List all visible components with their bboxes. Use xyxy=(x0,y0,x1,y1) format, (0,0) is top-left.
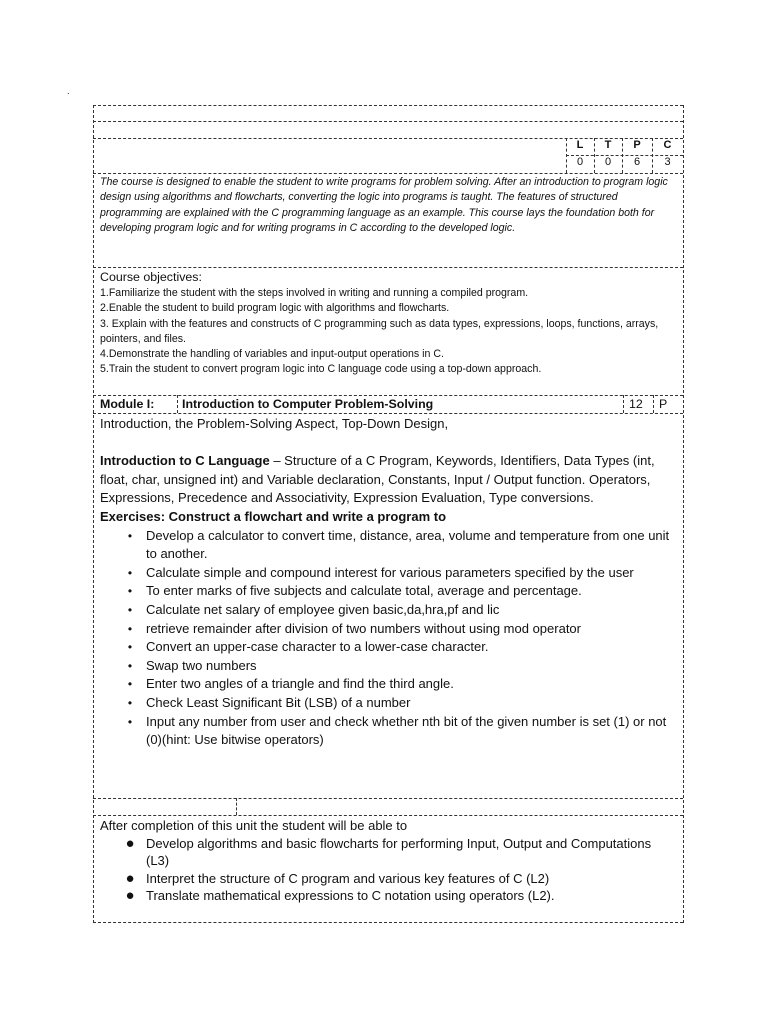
bullet-icon: • xyxy=(127,695,133,710)
row-divider xyxy=(93,798,683,799)
module-intro: Introduction, the Problem-Solving Aspect, Top-Down Design, xyxy=(100,416,449,431)
ltpc-header-c: C xyxy=(663,139,672,151)
list-item: • Enter two angles of a triangle and find the third angle. xyxy=(100,675,676,694)
objective-item: 4.Demonstrate the handling of variables and input-output operations in C. xyxy=(100,348,444,361)
row-divider xyxy=(93,173,683,174)
c-language-text: – Structure of a C Program, Keywords, Identifiers, Data Types (int, float, char, unsigned int) and Variable declaration, Constants, Input / Output function. Operators, Expressions, Precedence and Associativity, Expression Evaluation, Type conversions. xyxy=(100,453,655,506)
bullet-icon: • xyxy=(127,528,133,543)
bullet-icon: • xyxy=(127,565,133,580)
list-item: • Develop a calculator to convert time, distance, area, volume and temperature from one unit to another. xyxy=(100,527,676,564)
bullet-icon: • xyxy=(127,584,133,599)
row-divider xyxy=(93,395,683,396)
list-item: • Calculate simple and compound interest for various parameters specified by the user xyxy=(100,564,676,583)
row-divider xyxy=(93,815,683,816)
outcome-list xyxy=(100,835,676,905)
exercises-heading: Exercises: Construct a flowchart and write a program to xyxy=(100,508,447,524)
ltpc-header-l: L xyxy=(576,139,584,151)
list-item: ● Interpret the structure of C program and various key features of C (L2) xyxy=(100,870,676,888)
module-col-divider xyxy=(623,395,624,413)
ltpc-header-t: T xyxy=(604,139,612,151)
list-item: • To enter marks of five subjects and calculate total, average and percentage. xyxy=(100,582,676,601)
row-divider xyxy=(93,121,683,122)
ltpc-value-t: 0 xyxy=(604,156,612,168)
ltpc-table xyxy=(566,138,683,173)
ltpc-value-l: 0 xyxy=(576,156,584,168)
course-objectives xyxy=(100,269,678,378)
list-item: • Swap two numbers xyxy=(100,657,676,676)
module-content xyxy=(100,415,676,750)
bullet-icon: ● xyxy=(125,887,135,905)
module-title: Introduction to Computer Problem-Solving xyxy=(182,397,434,411)
frame-top-border xyxy=(93,105,683,106)
bullet-icon: • xyxy=(127,621,133,636)
row-divider xyxy=(93,267,683,268)
outcomes-section xyxy=(100,817,676,905)
objective-item: 3. Explain with the features and constructs of C programming such as data types, expressions, loops, functions, arrays, pointers, and files. xyxy=(100,317,659,345)
list-item: • Check Least Significant Bit (LSB) of a number xyxy=(100,694,676,713)
bullet-icon: • xyxy=(127,714,133,729)
outcomes-heading: After completion of this unit the student will be able to xyxy=(100,818,408,833)
stray-mark: . xyxy=(67,86,70,96)
list-item: ● Develop algorithms and basic flowcharts for performing Input, Output and Computations (L3) xyxy=(100,835,676,870)
row-divider xyxy=(93,413,683,414)
bullet-icon: • xyxy=(127,677,133,692)
ltpc-value-p: 6 xyxy=(633,156,641,168)
bullet-icon: • xyxy=(127,602,133,617)
bullet-icon: • xyxy=(127,658,133,673)
bullet-icon: ● xyxy=(125,869,135,887)
module-col-divider xyxy=(653,395,654,413)
list-item: ● Translate mathematical expressions to C notation using operators (L2). xyxy=(100,887,676,905)
objectives-heading: Course objectives: xyxy=(100,270,202,284)
list-item: • Calculate net salary of employee given basic,da,hra,pf and lic xyxy=(100,601,676,620)
ltpc-value-c: 3 xyxy=(664,156,671,168)
module-hours: 12 xyxy=(629,397,643,411)
ltpc-header-p: P xyxy=(633,139,641,151)
module-type: P xyxy=(659,397,668,411)
cell-divider xyxy=(236,798,237,815)
frame-bottom-border xyxy=(93,922,683,923)
objective-item: 2.Enable the student to build program logic with algorithms and flowcharts. xyxy=(100,302,450,315)
module-label: Module I: xyxy=(100,397,155,411)
exercise-list xyxy=(100,527,676,750)
bullet-icon: • xyxy=(127,640,133,655)
c-language-title: Introduction to C Language xyxy=(100,453,270,469)
c-language-paragraph xyxy=(100,452,676,508)
spacer xyxy=(100,434,676,453)
bullet-icon: ● xyxy=(125,834,135,852)
frame-right-border xyxy=(683,105,684,923)
frame-left-border xyxy=(93,105,94,923)
objective-item: 1.Familiarize the student with the steps involved in writing and running a compiled program. xyxy=(100,287,529,299)
list-item: • Convert an upper-case character to a lower-case character. xyxy=(100,638,676,657)
module-col-divider xyxy=(177,395,178,413)
list-item: • Input any number from user and check whether nth bit of the given number is set (1) or not (0)(hint: Use bitwise operators) xyxy=(100,713,676,750)
objective-item: 5.Train the student to convert program logic into C language code using a top-down approach. xyxy=(100,363,542,376)
course-description: The course is designed to enable the student to write programs for problem solving. After an introduction to program logic design using algorithms and flowcharts, converting the logic into programs is taught. The features of structured programming are explained with the C programming language as an example. This course lays the foundation both for developing program logic and for writing programs in C according to the developed logic. xyxy=(100,176,668,234)
list-item: • retrieve remainder after division of two numbers without using mod operator xyxy=(100,620,676,639)
